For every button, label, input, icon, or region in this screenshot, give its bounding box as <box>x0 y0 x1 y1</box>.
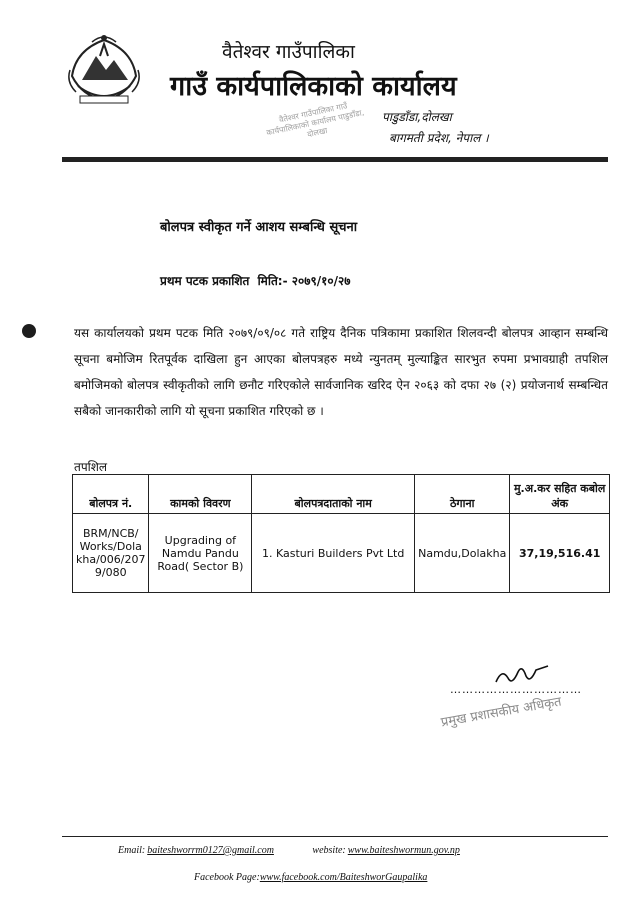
notice-body: यस कार्यालयको प्रथम पटक मिति २०७९/०९/०८ गते राष्ट्रिय दैनिक पत्रिकामा प्रकाशित शिलवन्दी बोलपत्र आव्हान सम्बन्धि सूचना बमोजिम रितपूर्वक दाखिला हुन आएका बोलपत्रहरु मध्ये न्युनतम् मुल्याङ्कित सारभुत रुपमा प्रभावग्राही तपशिल बमोजिमको बोलपत्र स्वीकृतीको लागि छनौट गरिएकोले सार्वजानिक खरिद ऐन २०६३ को दफा २७ (२) प्रयोजनार्थ सम्बन्धित सबैको जानकारीको लागि यो सूचना प्रकाशित गरिएको छ । <box>74 326 608 418</box>
punch-hole-icon <box>22 324 36 338</box>
publication-line <box>160 272 350 289</box>
header-address: ठेगाना <box>415 475 510 514</box>
published-date: मिति:- २०७९/१०/२७ <box>257 274 351 288</box>
facebook-link[interactable]: www.facebook.com/BaiteshworGaupalika <box>259 872 428 883</box>
cell-bidder-name: 1. Kasturi Builders Pvt Ltd <box>252 514 415 593</box>
table-caption: तपशिल <box>74 460 108 474</box>
municipality-name: वैतेश्वर गाउँपालिका <box>222 41 355 63</box>
office-name: गाउँ कार्यपालिकाको कार्यालय <box>170 71 457 102</box>
address-line-2: बागमती प्रदेश, नेपाल । <box>389 131 489 145</box>
notice-subject: बोलपत्र स्वीकृत गर्ने आशय सम्बन्धि सूचना <box>160 220 358 235</box>
signatory-title: प्रमुख प्रशासकीय अधिकृत <box>439 694 563 731</box>
email-link[interactable]: baiteshworrm0127@gmail.com <box>147 845 274 856</box>
signature-line: …………………………… <box>450 683 582 696</box>
website-link[interactable]: www.baiteshwormun.gov.np <box>347 845 460 856</box>
footer-divider <box>62 836 608 837</box>
facebook-label: Facebook Page: <box>194 872 260 883</box>
cell-address: Namdu,Dolakha <box>415 514 510 593</box>
header-bidder-name: बोलपत्रदाताको नाम <box>252 475 415 514</box>
header-bid-no: बोलपत्र नं. <box>73 475 149 514</box>
header-bid-amount: मु.अ.कर सहित कबोल अंक <box>510 475 610 514</box>
nepal-emblem-icon <box>62 30 146 110</box>
email-label: Email: <box>118 845 146 856</box>
office-stamp: वैतेश्वर गाउँपालिका गाउँ कार्यपालिकाको कार्यालय पाडुडाँडा, दोलखा <box>265 101 365 139</box>
header-work-description: कामको विवरण <box>149 475 252 514</box>
header-divider <box>62 157 608 162</box>
footer-facebook-line <box>194 872 427 883</box>
table-row <box>73 514 610 593</box>
published-label: प्रथम पटक प्रकाशित <box>160 274 250 288</box>
footer-contact-line <box>118 845 460 856</box>
cell-work-description: Upgrading of Namdu Pandu Road( Sector B) <box>149 514 252 593</box>
cell-bid-amount: 37,19,516.41 <box>510 514 610 593</box>
website-label: website: <box>312 845 346 856</box>
address-line-1: पाडुडाँडा,दोलखा <box>382 110 452 124</box>
table-header-row <box>73 475 610 514</box>
bid-table <box>72 474 610 593</box>
cell-bid-no: BRM/NCB/ Works/Dola kha/006/207 9/080 <box>73 514 149 593</box>
